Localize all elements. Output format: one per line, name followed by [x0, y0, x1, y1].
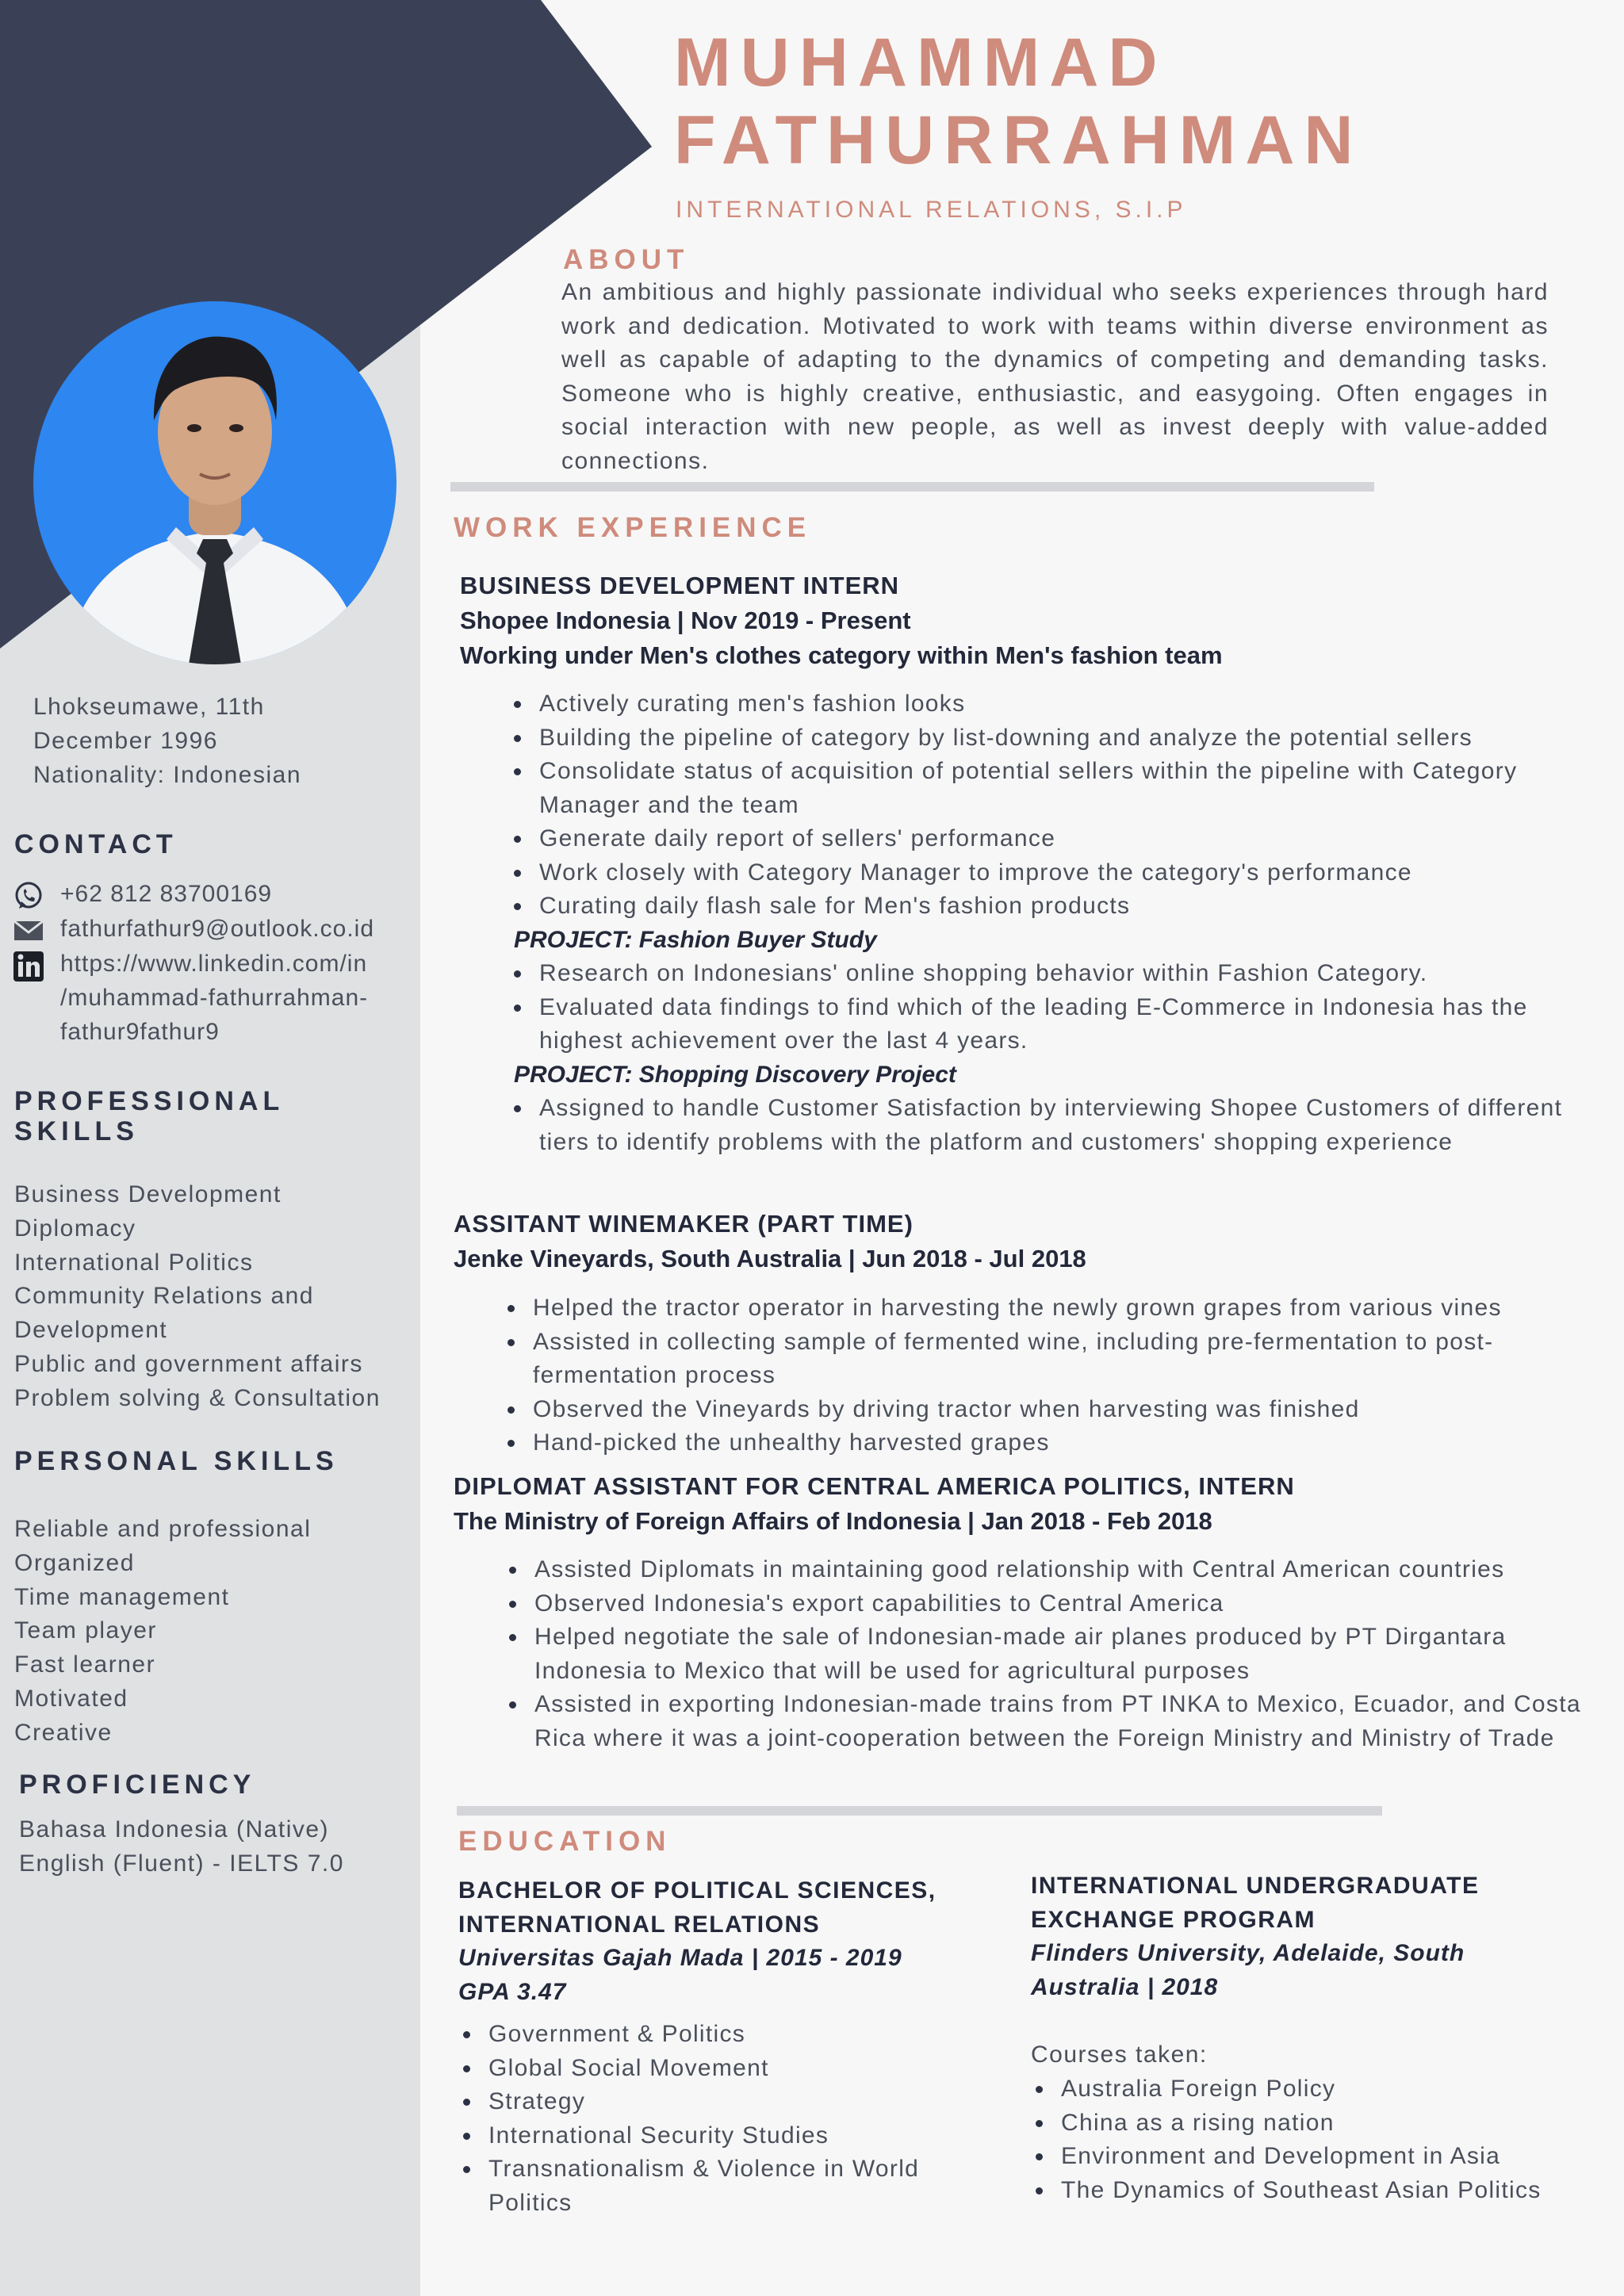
list-item: The Dynamics of Southeast Asian Politics: [1029, 2174, 1600, 2208]
list-item: Helped the tractor operator in harvesting the newly grown grapes from various vines: [501, 1292, 1595, 1326]
phone-number[interactable]: +62 812 83700169: [60, 881, 273, 907]
list-item: Generate daily report of sellers' performance: [508, 822, 1602, 856]
school-name: Australia | 2018: [1031, 1973, 1219, 2000]
courses-label: Courses taken:: [1031, 2042, 1208, 2068]
job-ministry-details: [503, 1553, 1605, 1755]
school-name: Flinders University, Adelaide, South: [1031, 1940, 1465, 1966]
project-title: PROJECT: Shopping Discovery Project: [514, 1061, 956, 1088]
list-item: International Security Studies: [457, 2119, 980, 2153]
linkedin-link[interactable]: [60, 947, 368, 1049]
job-ministry: [454, 1469, 1595, 1539]
job-org: The Ministry of Foreign Affairs of Indonesia | Jan 2018 - Feb 2018: [454, 1507, 1212, 1535]
list-item: Building the pipeline of category by list-downing and analyze the potential sellers: [508, 721, 1602, 756]
candidate-name: MUHAMMAD FATHURRAHMAN: [674, 25, 1363, 178]
divider: [457, 1806, 1382, 1816]
personal-skill-item: Fast learner: [14, 1651, 156, 1678]
list-item: Global Social Movement: [457, 2052, 980, 2086]
list-item: Assigned to handle Customer Satisfaction by interviewing Shopee Customers of different tiers to identify problems with the platform and customers' shopping experience: [508, 1092, 1602, 1159]
job-shopee-details: [508, 687, 1602, 1159]
work-experience-heading: WORK EXPERIENCE: [454, 512, 812, 543]
whatsapp-icon: [13, 880, 44, 912]
personal-skill-item: Organized: [14, 1549, 135, 1576]
list-item: Work closely with Category Manager to improve the category's performance: [508, 856, 1602, 890]
list-item: Research on Indonesians' online shopping behavior within Fashion Category.: [508, 957, 1602, 991]
personal-skill-item: Time management: [14, 1583, 230, 1610]
linkedin-line-1[interactable]: https://www.linkedin.com/in: [60, 951, 368, 977]
job-role: ASSITANT WINEMAKER (PART TIME): [454, 1210, 914, 1238]
list-item: Helped negotiate the sale of Indonesian-made air planes produced by PT Dirgantara Indonesia to Mexico that will be used for agricultural purposes: [503, 1621, 1605, 1688]
personal-skills-list: [14, 1513, 311, 1751]
list-item: Hand-picked the unhealthy harvested grapes: [501, 1426, 1595, 1460]
about-heading: ABOUT: [563, 244, 690, 275]
degree-line: INTERNATIONAL UNDERGRADUATE: [1031, 1873, 1480, 1899]
personal-skills-heading: PERSONAL SKILLS: [14, 1446, 339, 1476]
job-jenke-details: [501, 1292, 1595, 1460]
professional-skills-list: [14, 1178, 381, 1416]
education-ugm-courses: [457, 2018, 980, 2220]
list-item: Assisted in exporting Indonesian-made trains from PT INKA to Mexico, Ecuador, and Costa Rica where it was a joint-cooperation between the Foreign Ministry and Ministry of Trade: [503, 1688, 1605, 1755]
professional-skills-heading-line-1: PROFESSIONAL: [14, 1086, 285, 1116]
skill-item: Development: [14, 1317, 168, 1344]
skill-item: Community Relations and: [14, 1283, 314, 1310]
education-flinders: [1031, 1869, 1586, 2004]
skill-item: Business Development: [14, 1181, 282, 1207]
personal-skill-item: Reliable and professional: [14, 1516, 312, 1542]
professional-skills-heading-line-2: SKILLS: [14, 1116, 139, 1146]
nationality-line: Nationality: Indonesian: [33, 761, 302, 788]
personal-skill-item: Team player: [14, 1617, 157, 1644]
education-ugm: [458, 1874, 966, 2009]
list-item: Observed the Vineyards by driving tractor when harvesting was finished: [501, 1393, 1595, 1427]
mail-icon: [13, 915, 44, 947]
job-bullets: [501, 1292, 1595, 1460]
job-org: Shopee Indonesia | Nov 2019 - Present: [460, 607, 911, 634]
list-item: Assisted in collecting sample of fermented wine, including pre-fermentation to post-fermentation process: [501, 1326, 1595, 1393]
contact-heading: CONTACT: [14, 829, 178, 859]
list-item: Consolidate status of acquisition of potential sellers within the pipeline with Category Manager and the team: [508, 755, 1602, 822]
job-shopee: [460, 568, 1586, 673]
list-item: Actively curating men's fashion looks: [508, 687, 1602, 721]
job-bullets: [503, 1553, 1605, 1755]
degree-line: BACHELOR OF POLITICAL SCIENCES,: [458, 1877, 936, 1904]
linkedin-line-3[interactable]: fathur9fathur9: [60, 1019, 220, 1045]
birthdate-line: December 1996: [33, 727, 218, 754]
job-description: Working under Men's clothes category within Men's fashion team: [460, 641, 1223, 669]
proficiency-list: [19, 1813, 344, 1881]
language-item: English (Fluent) - IELTS 7.0: [19, 1850, 344, 1877]
list-item: Evaluated data findings to find which of the leading E-Commerce in Indonesia has the highest achievement over the last 4 years.: [508, 991, 1602, 1058]
skill-item: International Politics: [14, 1249, 254, 1276]
list-item: China as a rising nation: [1029, 2107, 1600, 2141]
education-flinders-courses: [1029, 2072, 1600, 2207]
skill-item: Diplomacy: [14, 1215, 136, 1242]
job-org: Jenke Vineyards, South Australia | Jun 2018 - Jul 2018: [454, 1245, 1086, 1272]
profile-photo: [33, 301, 396, 664]
proficiency-heading: PROFICIENCY: [19, 1770, 256, 1800]
personal-skill-item: Motivated: [14, 1685, 128, 1712]
email-link[interactable]: fathurfathur9@outlook.co.id: [60, 916, 375, 942]
job-role: DIPLOMAT ASSISTANT FOR CENTRAL AMERICA POLITICS, INTERN: [454, 1472, 1295, 1500]
project-title: PROJECT: Fashion Buyer Study: [514, 926, 877, 953]
personal-info: [33, 691, 301, 792]
list-item: Transnationalism & Violence in World Politics: [457, 2152, 980, 2220]
about-text: An ambitious and highly passionate individual who seeks experiences through hard work and dedication. Motivated to work with teams within diverse environment as well as capable of adapting to the dynamics of competing and demanding tasks. Someone who is highly creative, enthusiastic, and easygoing. Often engages in social interaction with new people, as well as invest deeply with value-added connections.: [561, 279, 1549, 474]
course-list: [1029, 2072, 1600, 2207]
education-heading: EDUCATION: [458, 1826, 672, 1857]
personal-skill-item: Creative: [14, 1719, 113, 1746]
list-item: Environment and Development in Asia: [1029, 2140, 1600, 2174]
course-list: [457, 2018, 980, 2220]
skill-item: Problem solving & Consultation: [14, 1384, 381, 1411]
professional-skills-heading: [14, 1086, 284, 1146]
list-item: Curating daily flash sale for Men's fashion products: [508, 890, 1602, 924]
job-bullets: [508, 687, 1602, 924]
list-item: Australia Foreign Policy: [1029, 2072, 1600, 2107]
gpa: GPA 3.47: [458, 1978, 567, 2005]
school-name: Universitas Gajah Mada | 2015 - 2019: [458, 1945, 902, 1971]
project-bullets: [508, 957, 1602, 1058]
divider: [450, 482, 1374, 492]
linkedin-icon: [13, 950, 44, 982]
job-role: BUSINESS DEVELOPMENT INTERN: [460, 572, 900, 599]
language-item: Bahasa Indonesia (Native): [19, 1816, 330, 1843]
project-bullets: [508, 1092, 1602, 1159]
job-jenke: [454, 1207, 1595, 1276]
skill-item: Public and government affairs: [14, 1350, 363, 1377]
linkedin-line-2[interactable]: /muhammad-fathurrahman-: [60, 985, 369, 1011]
list-item: Assisted Diplomats in maintaining good relationship with Central American countries: [503, 1553, 1605, 1587]
list-item: Strategy: [457, 2085, 980, 2119]
list-item: Observed Indonesia's export capabilities to Central America: [503, 1587, 1605, 1621]
degree-line: INTERNATIONAL RELATIONS: [458, 1911, 821, 1938]
list-item: Government & Politics: [457, 2018, 980, 2052]
candidate-title: INTERNATIONAL RELATIONS, S.I.P: [676, 197, 1187, 223]
birthplace-line: Lhokseumawe, 11th: [33, 694, 265, 720]
degree-line: EXCHANGE PROGRAM: [1031, 1906, 1316, 1933]
